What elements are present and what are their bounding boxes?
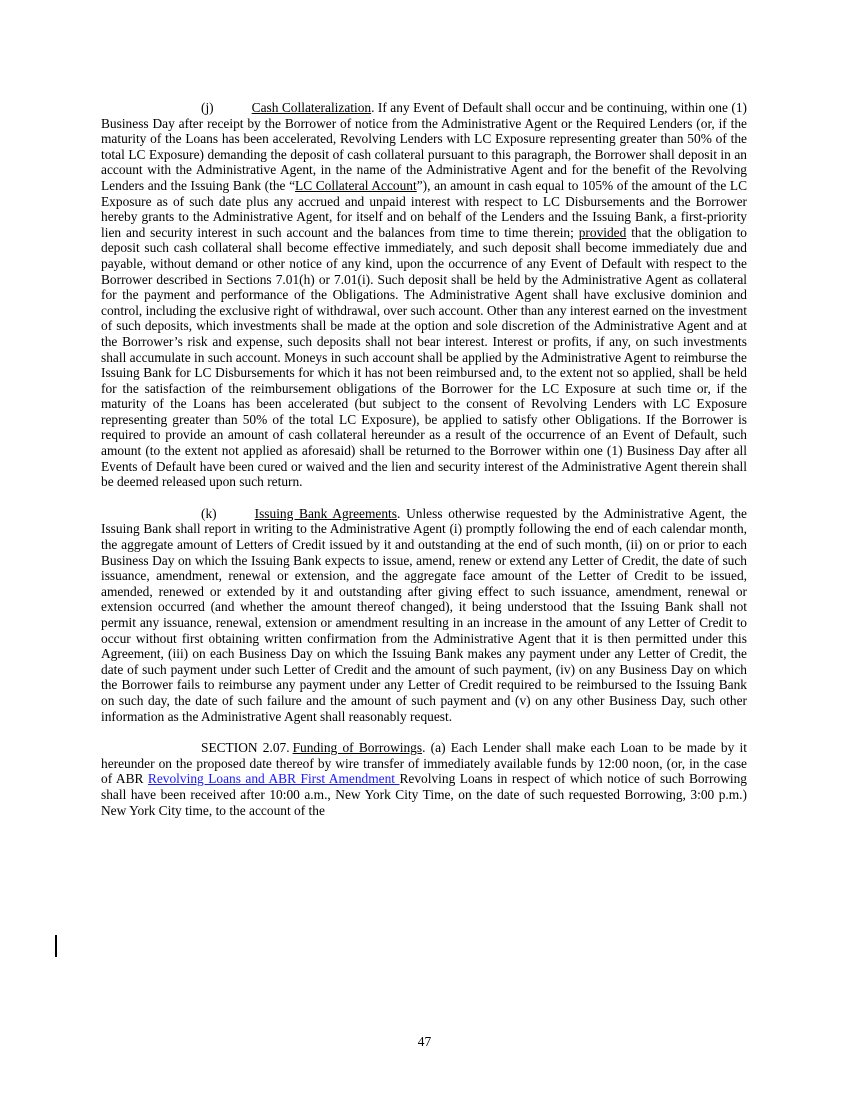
paragraph-j-text-3: that the obligation to deposit such cash collateral shall become effective immediately, and such deposit shall become immediately due and payable, without demand or other notice of any kind, upon the occurrence of any Event of Default with respect to the Borrower described in Sections 7.01(h) or 7.01(i). Such deposit shall be held by the Administrative Agent as collateral for the payment and performance of the Obligations. The Administrative Agent shall have exclusive dominion and control, including the exclusive right of withdrawal, over such account. Other than any interest earned on the investment of such deposits, which investments shall be made at the option and sole discretion of the Administrative Agent and at the Borrower’s risk and expense, such deposits shall not bear interest. Interest or profits, if any, on such investments shall accumulate in such account. Moneys in such account shall be applied by the Administrative Agent to reimburse the Issuing Bank for LC Disbursements for which it has not been reimbursed and, to the extent not so applied, shall be held for the satisfaction of the reimbursement obligations of the Borrower for the LC Exposure at such time or, if the maturity of the Loans has been accelerated (but subject to the consent of Revolving Lenders with LC Exposure representing greater than 50% of the total LC Exposure), be applied to satisfy other Obligations. If the Borrower is required to provide an amount of cash collateral hereunder as a result of the occurrence of an Event of Default, such amount (to the extent not applied as aforesaid) shall be returned to the Borrower within one (1) Business Day after all Events of Default have been cured or waived and the lien and security interest of the Administrative Agent therein shall be deemed released upon such return. — [101, 224, 747, 490]
paragraph-k-label: (k) — [201, 505, 217, 521]
paragraph-k-heading: Issuing Bank Agreements — [254, 505, 397, 521]
paragraph-j-text-1: . If any Event of Default shall occur and be continuing, within one (1) Business Day after receipt by the Borrower of notice from the Administrative Agent or the Required Lenders (or, if the maturity of the Loans has been accelerated, Revolving Lenders with LC Exposure representing greater than 50% of the total LC Exposure) demanding the deposit of cash collateral pursuant to this paragraph, the Borrower shall deposit in an account with the Administrative Agent, in the name of the Administrative Agent and for the benefit of the Revolving Lenders and the Issuing Bank (the “ — [101, 100, 747, 193]
section-2-07-heading: Funding of Borrowings — [292, 740, 423, 756]
provided-term: provided — [578, 224, 627, 240]
page-number: 47 — [417, 1034, 432, 1049]
paragraph-j — [101, 100, 747, 490]
paragraph-k — [101, 506, 747, 724]
inserted-revision-link[interactable]: Revolving Loans and ABR First Amendment — [147, 771, 400, 787]
paragraph-j-text-2: ”), an amount in cash equal to 105% of the amount of the LC Exposure as of such date plus any accrued and unpaid interest with respect to LC Disbursements and the Borrower hereby grants to the Administrative Agent, for itself and on behalf of the Lenders and the Issuing Bank, a first-priority lien and security interest in such account and the balances from time to time therein; — [101, 177, 748, 240]
defined-term-lc-collateral-account: LC Collateral Account — [295, 177, 417, 193]
paragraph-j-heading: Cash Collateralization — [251, 100, 372, 115]
section-2-07-text-2: Revolving Loans in respect of which notice of such Borrowing shall have been received after 10:00 a.m., New York City Time, on the date of such requested Borrowing, 3:00 p.m.) New York City time, to the account of the — [101, 771, 747, 818]
section-2-07-label: SECTION 2.07. — [201, 740, 290, 756]
paragraph-k-text: . Unless otherwise requested by the Administrative Agent, the Issuing Bank shall report in writing to the Administrative Agent (i) promptly following the end of each calendar month, the aggregate amount of Letters of Credit issued by it and outstanding at the end of such month, (ii) on or prior to each Business Day on which the Issuing Bank expects to issue, amend, renew or extend any Letter of Credit, the date of such issuance, amendment, renewal or extension, and the aggregate face amount of the Letter of Credit to be issued, amended, renewed or extended by it and outstanding after giving effect to such issuance, amendment, renewal or extension occurred (and whether the amount thereof changed), it being understood that the Issuing Bank shall not permit any issuance, renewal, extension or amendment resulting in an increase in the amount of any Letter of Credit to occur without first obtaining written confirmation from the Administrative Agent that it is then permitted under this Agreement, (iii) on each Business Day on which the Issuing Bank makes any payment under any Letter of Credit, the date of such payment under such Letter of Credit and the amount of such payment, (iv) on any Business Day on which the Borrower fails to reimburse any payment under any Letter of Credit required to be reimbursed to the Issuing Bank on such day, the date of such failure and the amount of such payment and (v) on any other Business Day, such other information as the Administrative Agent shall reasonably request. — [101, 505, 748, 724]
document-body — [101, 100, 747, 834]
revision-change-bar — [55, 935, 57, 957]
section-2-07-text-1: . (a) Each Lender shall make each Loan to be made by it hereunder on the proposed date thereof by wire transfer of immediately available funds by 12:00 noon, (or, in the case of ABR — [101, 740, 747, 787]
section-2-07 — [101, 740, 747, 818]
paragraph-j-label: (j) — [201, 100, 214, 115]
